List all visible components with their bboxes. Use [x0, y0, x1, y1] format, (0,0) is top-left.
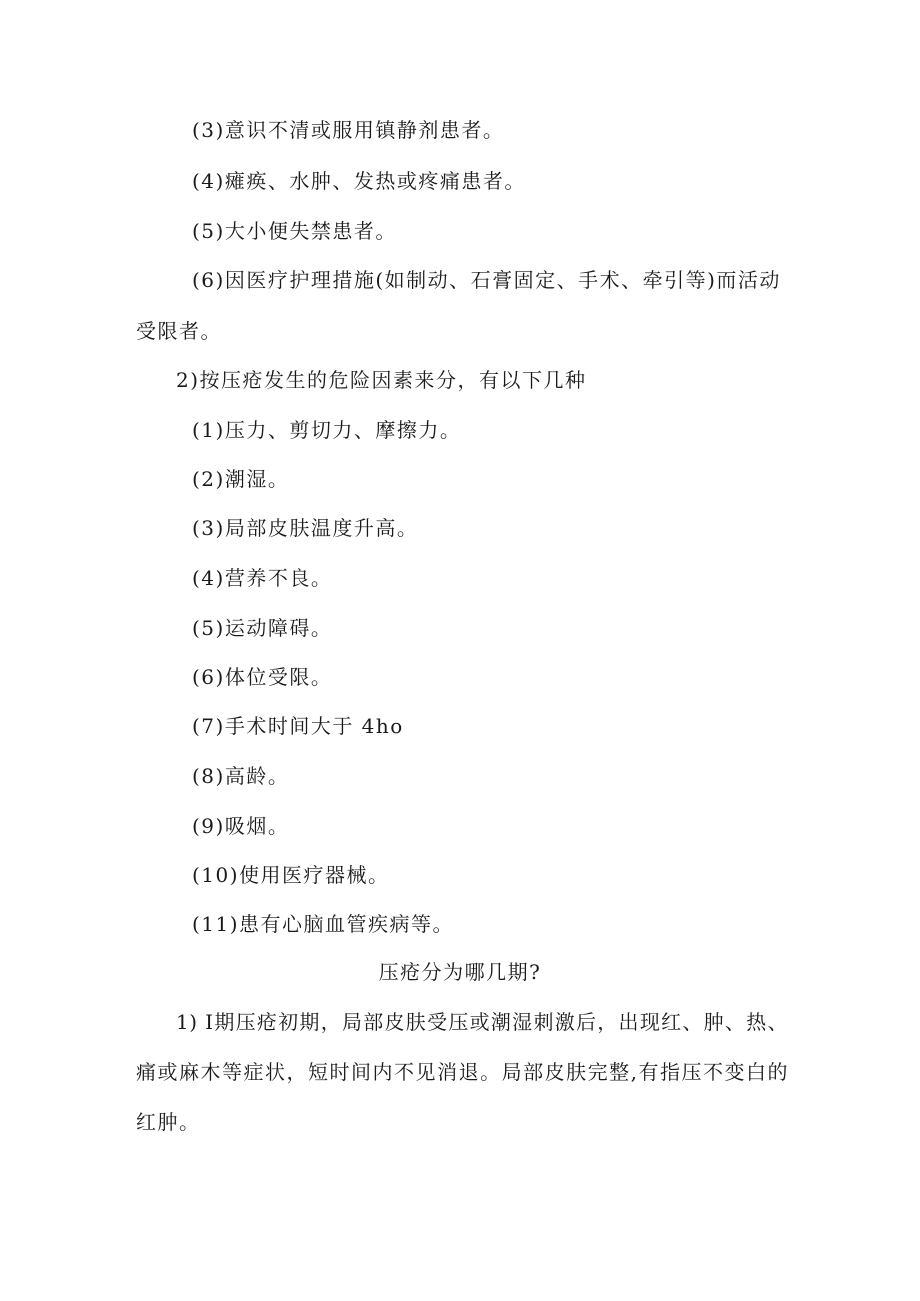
list-item-continuation: 受限者。: [136, 319, 222, 343]
list-item: (8)高龄。: [192, 764, 290, 788]
list-item: (5)大小便失禁患者。: [192, 219, 397, 243]
list-item: (3)局部皮肤温度升高。: [192, 516, 419, 540]
list-item: (2)潮湿。: [192, 467, 290, 491]
section-intro: 2)按压疮发生的危险因素来分，有以下几种: [176, 368, 587, 392]
section-heading: 压疮分为哪几期?: [378, 960, 542, 984]
list-item: (11)患有心脑血管疾病等。: [192, 912, 455, 936]
list-item: (6)体位受限。: [192, 665, 333, 689]
list-item: (5)运动障碍。: [192, 616, 333, 640]
list-item: (3)意识不清或服用镇静剂患者。: [192, 118, 505, 142]
list-item: (1)压力、剪切力、摩擦力。: [192, 418, 462, 442]
paragraph-line: 1) Ⅰ期压疮初期，局部皮肤受压或潮湿刺激后，出现红、肿、热、: [176, 1010, 788, 1034]
paragraph-line: 红肿。: [136, 1110, 201, 1134]
list-item: (9)吸烟。: [192, 814, 290, 838]
paragraph-line: 痛或麻木等症状，短时间内不见消退。局部皮肤完整,有指压不变白的: [136, 1060, 788, 1084]
list-item: (4)营养不良。: [192, 566, 333, 590]
list-item: (7)手术时间大于 4ho: [192, 714, 404, 738]
list-item: (4)瘫痪、水肿、发热或疼痛患者。: [192, 169, 526, 193]
list-item: (6)因医疗护理措施(如制动、石膏固定、手术、牵引等)而活动: [192, 268, 781, 292]
list-item: (10)使用医疗器械。: [192, 863, 390, 887]
